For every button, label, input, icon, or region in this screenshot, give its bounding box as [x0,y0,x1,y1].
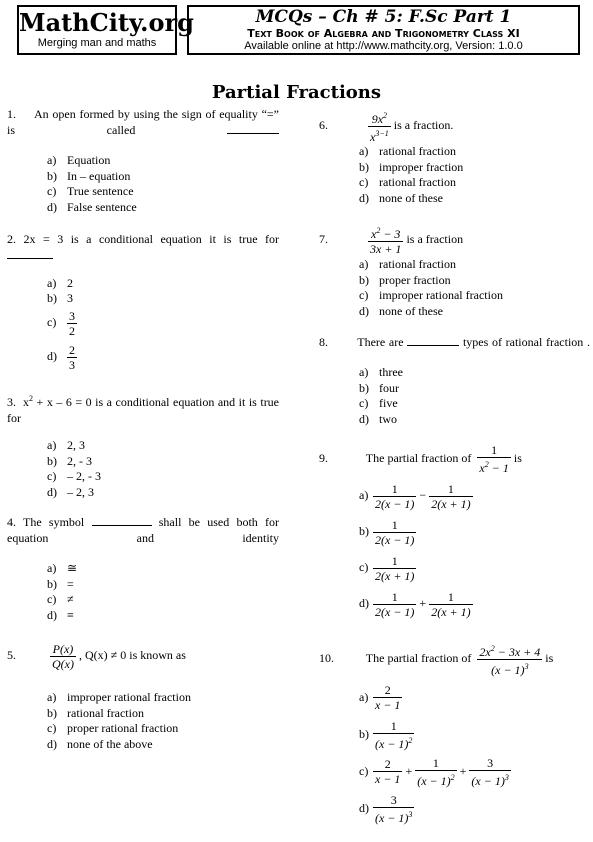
q9-options [359,478,473,622]
option-c: c) – 2, - 3 [47,469,101,483]
question-2: 2. 2x = 3 is a conditional equation it is true for [7,232,279,246]
q1-options [47,153,137,215]
option-a: a) rational fraction [359,257,456,271]
option-b: b) In – equation [47,168,131,183]
option-d: d) – 2, 3 [47,484,94,499]
option-d: d) none of these [359,303,443,318]
option-c: c) proper rational fraction [47,721,179,735]
option-b: b) improper fraction [359,159,464,174]
header-title: MCQs – Ch # 5: F.Sc Part 1 [255,7,512,27]
option-b: b) 1 $(x - 1)^2$ [359,718,413,751]
question-text: An open formed by using the sign of equality “=” is called [7,107,279,137]
option-a: a) three [359,365,403,379]
question-text: The partial fraction of [365,451,472,465]
answer-blank-line [7,247,53,263]
option-a: a) ≅ [47,561,78,575]
option-a: a) rational fraction [359,144,456,158]
option-d: d) ≡ [47,607,74,622]
answer-blank [407,345,459,346]
question-7: 7. $\frac{x^2 - 3}{3x + 1}$ is a fraction [319,226,464,257]
option-b: b) four [359,380,399,395]
q4-options [47,561,77,623]
q10-options [359,679,511,827]
question-6: 6. $\frac{9x^2}{x^{3-1}}$ is a fraction. [319,110,454,144]
option-b: b) 1 2(x − 1) [359,517,415,547]
question-4: 4. The symbol shall be used both for equation and identity [7,515,280,545]
q5-options [47,690,191,752]
option-a: a) improper rational fraction [47,690,191,704]
logo-box [17,5,194,55]
question-text: The partial fraction of [365,651,472,665]
option-c: c) five [359,396,398,410]
question-text: , Q(x) ≠ 0 is known as [78,648,186,662]
option-c: c) rational fraction [359,175,456,189]
q7-options [359,257,503,319]
option-c: c) improper rational fraction [359,288,503,302]
question-text: is a fraction [406,232,464,246]
question-text: shall be used both for equation and identity [7,515,280,545]
q8-options [359,365,403,427]
q6-options [359,144,463,206]
question-text: + x – 6 = 0 is a conditional equation and it is true for [7,395,280,425]
option-a: a) 2 x − 1 [359,683,401,712]
option-b: b) proper fraction [359,272,451,287]
q3-options [47,438,101,500]
option-c: c) True sentence [47,184,134,198]
option-d: d) two [359,411,397,426]
option-b: b) = [47,576,74,591]
answer-blank [92,525,152,526]
header-subtitle: Text Book of Algebra and Trigonometry Class XI [247,27,520,40]
option-a: a) Equation [47,153,111,167]
option-a: a) 1 2(x − 1) − $\frac{1}{2(x + 1)}$ [359,481,471,511]
answer-blank [227,133,279,134]
header-box [187,5,580,55]
option-c: c) 1 2(x + 1) [359,553,415,583]
logo-tagline: Merging man and maths [37,37,157,49]
option-b: b) 3 [47,291,73,305]
option-d: d) False sentence [47,199,137,214]
question-3: 3. $x^2 + x - 6 = 0$ is a conditional equation and it is true for [7,394,280,425]
question-8: 8. There are types of rational fraction . [319,335,590,349]
question-text: is a fraction. [393,118,454,132]
option-d: d) 3 $(x - 1)^3$ [359,792,413,825]
question-9: 9. The partial fraction of $\frac{1}{x^2 - 1}$ is [319,443,522,476]
option-b: b) 2, - 3 [47,453,92,468]
option-d: d) 1 2(x − 1) + $\frac{1}{2(x + 1)}$ [359,589,471,619]
question-10: 10. The partial fraction of $\frac{2x^2 - 3x + 4}{(x - 1)^3}$ is [319,643,554,677]
option-c: c) 3 2 [47,308,75,338]
option-d: d) 2 3 [47,342,75,372]
logo-text: MathCity.org [19,8,194,37]
option-a: a) 2, 3 [47,438,85,452]
question-5: 5. $\frac{P(x)}{Q(x)}$ , Q(x) ≠ 0 is known as [7,641,186,671]
question-text: 2x = 3 is a conditional equation it is true for [23,232,279,246]
option-b: b) rational fraction [47,705,144,720]
page-title: Partial Fractions [211,82,382,103]
option-a: a) 2 [47,276,73,290]
option-c: c) 2 x − 1 + $\frac{1}{(x - 1)^2}$ + $\frac{3}{(x - 1)^3}$ [359,755,509,788]
option-d: d) none of the above [47,736,153,751]
question-text: types of rational fraction . [462,335,590,349]
question-1 [7,106,279,138]
question-number: 1. [7,107,16,121]
q2-options [47,276,77,374]
option-c: c) ≠ [47,592,74,606]
header-available: Available online at http://www.mathcity.org, Version: 1.0.0 [244,40,523,52]
option-d: d) none of these [359,190,443,205]
